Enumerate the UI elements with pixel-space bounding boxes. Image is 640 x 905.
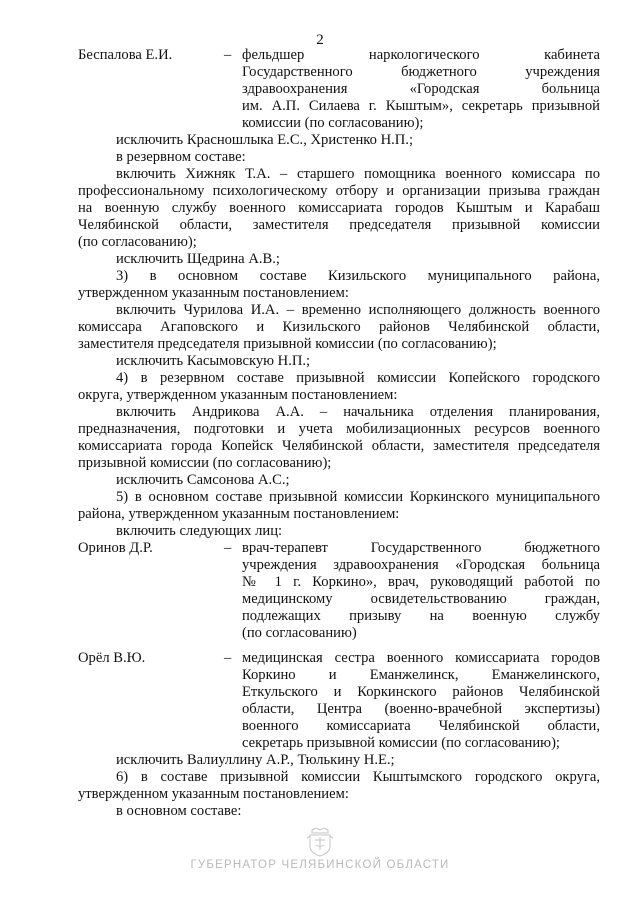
watermark-footer: ГУБЕРНАТОР ЧЕЛЯБИНСКОЙ ОБЛАСТИ: [190, 859, 450, 871]
member-description: [242, 47, 600, 132]
member-description: [242, 650, 600, 752]
paragraph-line: (по согласованию);: [78, 234, 197, 250]
member-description: [242, 540, 600, 642]
description-line: Еткульского и Коркинского районов Челябинской: [242, 684, 600, 700]
paragraph-include-hizhnyak: [78, 166, 600, 251]
description-line: области, Центра (военно-врачебной экспертизы): [242, 701, 600, 717]
paragraph-line: на военную службу военного комиссариата городов Кыштым и Карабаш: [78, 200, 600, 216]
description-line: медицинскому освидетельствованию граждан,: [242, 591, 600, 607]
member-entry-orel: [78, 650, 600, 752]
member-name: Орёл В.Ю.: [78, 650, 146, 666]
paragraph-item-6: [78, 769, 600, 803]
member-name: Беспалова Е.И.: [78, 47, 173, 63]
paragraph-line: округа, утвержденном указанным постановлением:: [78, 387, 398, 403]
paragraph-line: 3) в основном составе Кизильского муниципального района,: [116, 268, 600, 284]
description-line: № 1 г. Коркино», врач, руководящий работой по: [242, 574, 600, 590]
paragraph-reserve-heading: в резервном составе:: [116, 149, 246, 165]
paragraph-exclude-samsonov: исключить Самсонова А.С.;: [116, 472, 290, 488]
description-line: комиссии (по согласованию);: [242, 115, 424, 131]
paragraph-include-andrikov: [78, 404, 600, 472]
description-line: Коркино и Еманжелинск, Еманжелинского,: [242, 667, 600, 683]
paragraph-line: включить Хижняк Т.А. – старшего помощника военного комиссара по: [116, 166, 600, 182]
paragraph-exclude-valiullina: исключить Валиуллину А.Р., Тюлькину Н.Е.;: [116, 752, 395, 768]
document-body: [78, 47, 600, 820]
description-line: подлежащих призыву на военную службу: [242, 608, 600, 624]
paragraph-include-following: включить следующих лиц:: [116, 523, 283, 539]
paragraph-item-3: [78, 268, 600, 302]
paragraph-line: 5) в основном составе призывной комиссии Коркинского муниципального: [116, 489, 600, 505]
paragraph-line: заместителя председателя призывной комиссии (по согласованию);: [78, 336, 497, 352]
paragraph-line: комиссариата города Копейск Челябинской области, заместителя председателя: [78, 438, 600, 454]
paragraph-exclude-kasymovskaya: исключить Касымовскую Н.П.;: [116, 353, 311, 369]
paragraph-item-4: [78, 370, 600, 404]
description-line: здравоохранения «Городская больница: [242, 81, 600, 97]
member-dash: –: [224, 47, 232, 63]
paragraph-line: 4) в резервном составе призывной комиссии Копейского городского: [116, 370, 600, 386]
description-line: секретарь призывной комиссии (по согласованию);: [242, 735, 560, 751]
description-line: военного комиссариата Челябинской области,: [242, 718, 600, 734]
paragraph-line: утвержденном указанным постановлением:: [78, 786, 349, 802]
description-line: учреждения здравоохранения «Городская больница: [242, 557, 600, 573]
member-entry-orinov: [78, 540, 600, 642]
paragraph-exclude: исключить Красношлыка Е.С., Христенко Н.П.;: [116, 132, 414, 148]
member-dash: –: [224, 540, 232, 556]
description-line: им. А.П. Силаева г. Кыштым», секретарь призывной: [242, 98, 600, 114]
paragraph-line: утвержденном указанным постановлением:: [78, 285, 349, 301]
paragraph-main-composition: в основном составе:: [116, 803, 242, 819]
paragraph-line: предназначения, подготовки и учета мобилизационных ресурсов военного: [78, 421, 600, 437]
description-line: фельдшер наркологического кабинета: [242, 47, 600, 63]
paragraph-line: 6) в составе призывной комиссии Кыштымского городского округа,: [116, 769, 600, 785]
member-entry-bespalova: [78, 47, 600, 132]
member-name: Оринов Д.Р.: [78, 540, 153, 556]
paragraph-line: Челябинской области, заместителя председателя призывной комиссии: [78, 217, 600, 233]
member-dash: –: [224, 650, 232, 666]
paragraph-include-churilov: [78, 302, 600, 353]
paragraph-line: района, утвержденном указанным постановлением:: [78, 506, 400, 522]
paragraph-exclude-shchedrin: исключить Щедрина А.В.;: [116, 251, 280, 267]
paragraph-line: призывной комиссии (по согласованию);: [78, 455, 332, 471]
paragraph-line: включить Чурилова И.А. – временно исполняющего должность военного: [116, 302, 600, 318]
coat-of-arms-emblem-icon: [306, 826, 334, 858]
paragraph-item-5: [78, 489, 600, 523]
description-line: (по согласованию): [242, 625, 357, 641]
paragraph-line: профессиональному психологическому отбору и организации призыва граждан: [78, 183, 600, 199]
paragraph-line: комиссара Агаповского и Кизильского районов Челябинской области,: [78, 319, 600, 335]
description-line: медицинская сестра военного комиссариата городов: [242, 650, 600, 666]
page-number: 2: [316, 32, 324, 48]
paragraph-line: включить Андрикова А.А. – начальника отделения планирования,: [116, 404, 600, 420]
description-line: врач-терапевт Государственного бюджетного: [242, 540, 600, 556]
description-line: Государственного бюджетного учреждения: [242, 64, 600, 80]
